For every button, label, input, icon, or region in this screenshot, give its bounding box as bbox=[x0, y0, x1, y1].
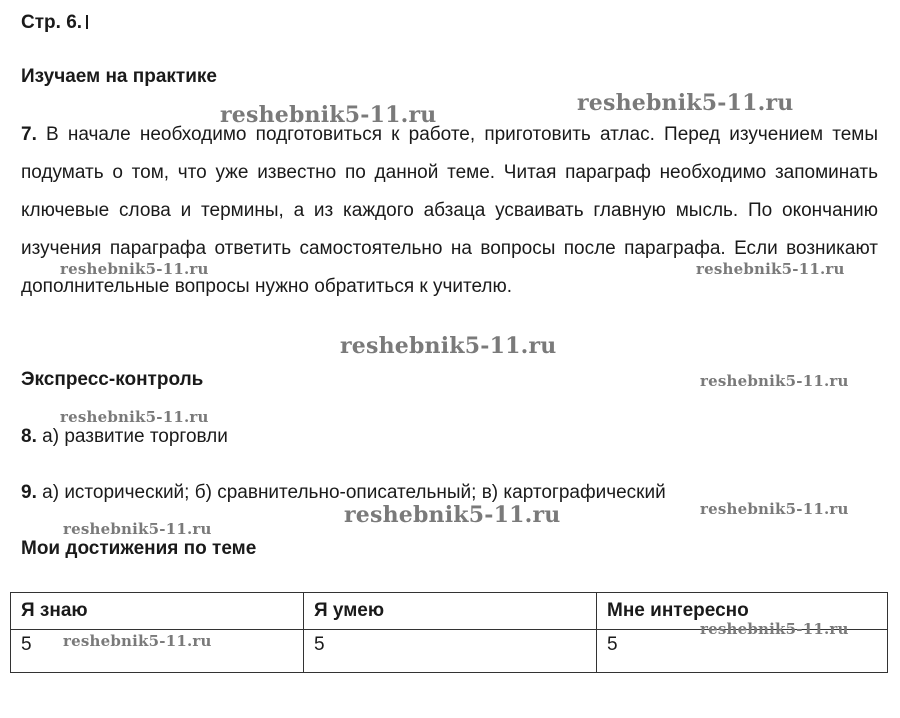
watermark: reshebnik5-11.ru bbox=[700, 500, 849, 518]
page-header-text: Стр. 6. bbox=[21, 12, 83, 33]
section-title-express: Экспресс-контроль bbox=[21, 369, 204, 390]
page-header bbox=[21, 12, 88, 34]
watermark: reshebnik5-11.ru bbox=[700, 372, 849, 390]
question-8 bbox=[21, 426, 228, 448]
question-7-text: В начале необходимо подготовиться к работе, приготовить атлас. Перед изучением темы подумать о том, что уже известно по данной теме. Читая параграф необходимо запоминать ключевые слова и термины, а из каждого абзаца усваивать главную мысль. По окончанию изучения параграфа ответить самостоятельно на вопросы после параграфа. Если возникают дополнительные вопросы нужно обратиться к учителю. bbox=[21, 124, 879, 297]
table-header-cell: Я знаю bbox=[11, 593, 304, 630]
achievements-table bbox=[10, 592, 888, 673]
table-header-cell: Я умею bbox=[304, 593, 597, 630]
table-cell: 5 bbox=[304, 630, 597, 673]
question-9-number: 9. bbox=[21, 482, 37, 503]
question-9 bbox=[21, 482, 666, 504]
watermark: reshebnik5-11.ru bbox=[577, 90, 794, 116]
watermark: reshebnik5-11.ru bbox=[696, 260, 845, 278]
watermark: reshebnik5-11.ru bbox=[60, 408, 209, 426]
table-header-cell: Мне интересно bbox=[597, 593, 888, 630]
watermark: reshebnik5-11.ru bbox=[344, 502, 561, 528]
table-cell: 5 bbox=[11, 630, 304, 673]
table-row bbox=[11, 630, 888, 673]
watermark: reshebnik5-11.ru bbox=[220, 102, 437, 128]
question-8-number: 8. bbox=[21, 426, 37, 447]
watermark: reshebnik5-11.ru bbox=[63, 520, 212, 538]
section-title-achievements: Мои достижения по теме bbox=[21, 538, 257, 559]
question-8-text: а) развитие торговли bbox=[42, 426, 228, 447]
watermark: reshebnik5-11.ru bbox=[340, 333, 557, 359]
table-cell: 5 bbox=[597, 630, 888, 673]
section-title-practice: Изучаем на практике bbox=[21, 66, 217, 87]
text-cursor-mark bbox=[86, 15, 88, 29]
question-7 bbox=[21, 116, 878, 306]
watermark: reshebnik5-11.ru bbox=[63, 632, 212, 650]
table-header-row bbox=[11, 593, 888, 630]
question-7-number: 7. bbox=[21, 124, 37, 145]
question-9-text: а) исторический; б) сравнительно-описательный; в) картографический bbox=[42, 482, 666, 503]
watermark: reshebnik5-11.ru bbox=[700, 620, 849, 638]
watermark: reshebnik5-11.ru bbox=[60, 260, 209, 278]
